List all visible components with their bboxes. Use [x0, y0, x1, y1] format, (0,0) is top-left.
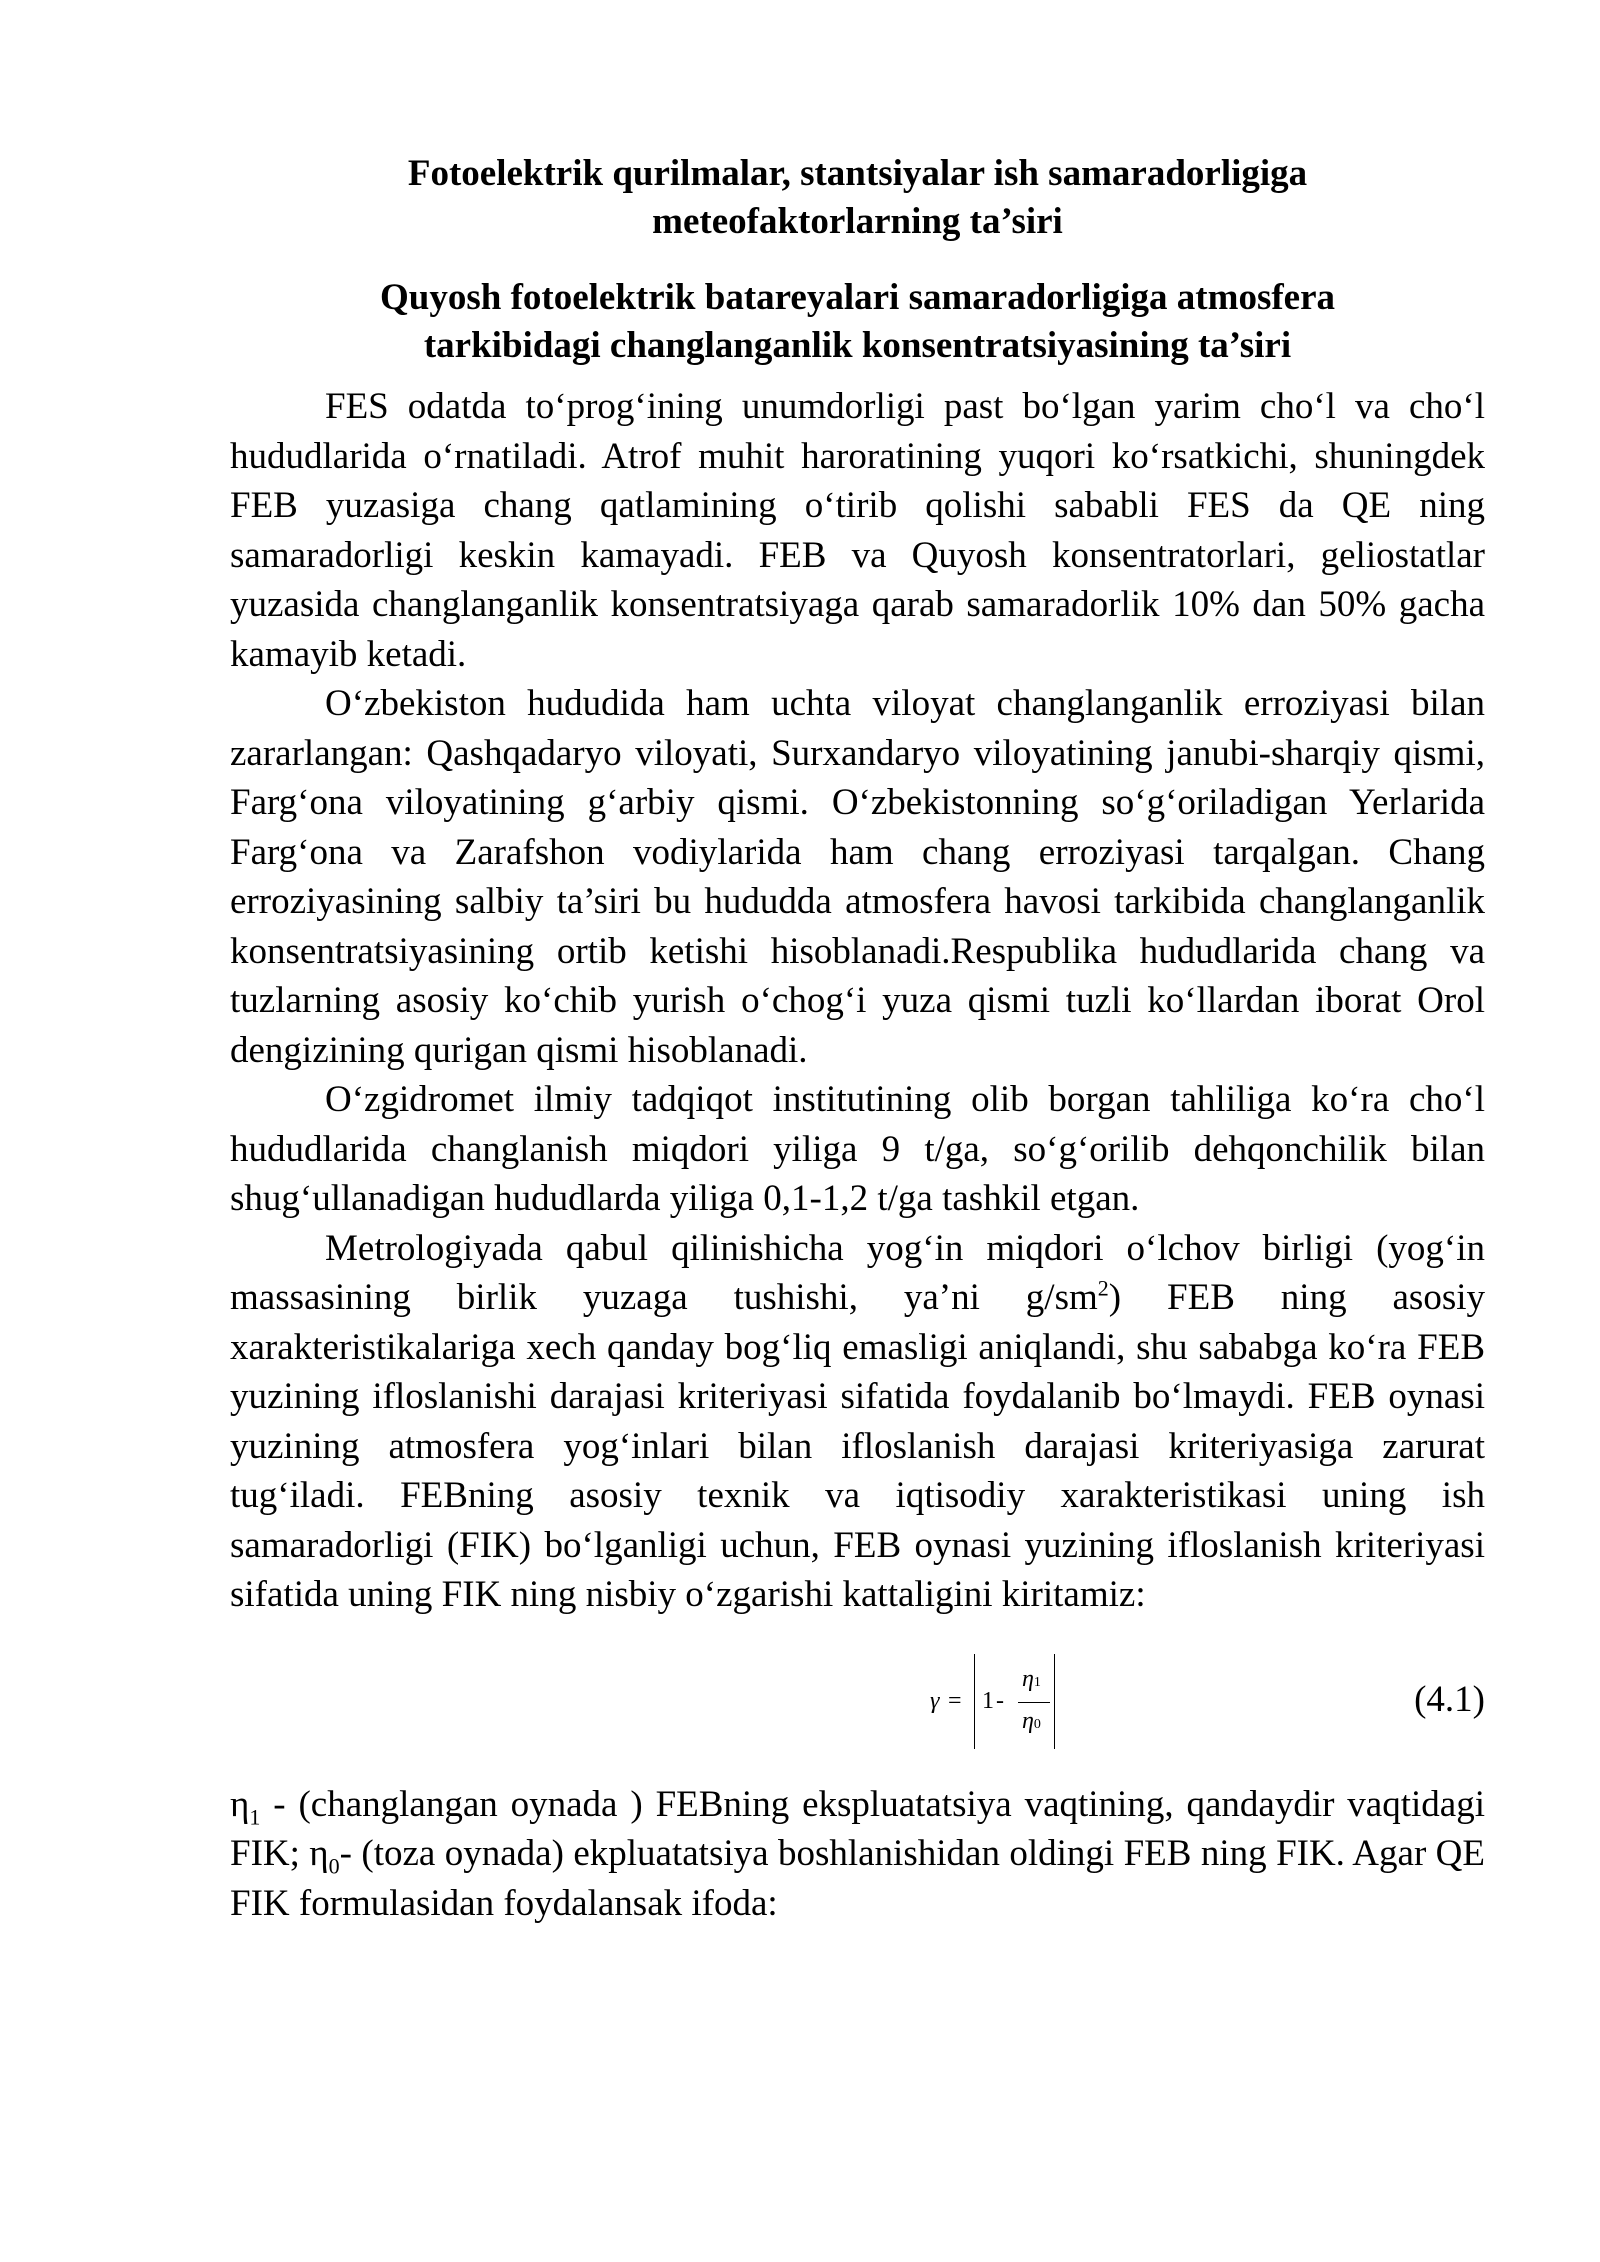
title-line-2: meteofaktorlarning ta’siri [652, 201, 1063, 242]
formula-numerator-sub: 1 [1033, 1674, 1041, 1690]
paragraph-3: O‘zgidromet ilmiy tadqiqot institutining olib borgan tahliliga ko‘ra cho‘l hududlarida changlanish miqdori yiliga 9 t/ga, so‘g‘orilib dehqonchilik bilan shug‘ullanadigan hududlarda yiliga 0,1-1,2 t/ga tashkil etgan. [230, 1079, 1485, 1219]
title-line-1: Fotoelektrik qurilmalar, stantsiyalar ish samaradorligiga [407, 153, 1308, 194]
paragraph-4-text-a: Metrologiyada qabul qilinishicha yog‘in miqdori o‘lchov birligi (yog‘in massasining birlik yuzaga tushishi, ya’ni g/sm [230, 1227, 1485, 1318]
subtitle-line-1: Quyosh fotoelektrik batareyalari samaradorligiga atmosfera [379, 277, 1336, 318]
document-title [230, 150, 1485, 246]
paragraph-4-superscript: 2 [1097, 1275, 1109, 1301]
eta-1-subscript: 1 [249, 1803, 261, 1829]
formula-denominator-symbol: η [1022, 1707, 1034, 1734]
formula-equals: = [948, 1687, 962, 1714]
paragraph-5-text-a: - (changlangan oynada ) FEBning ekspluatatsiya vaqtining, qandaydir vaqtidagi FIK; η [230, 1783, 1485, 1874]
formula-denominator [1022, 1708, 1041, 1735]
paragraph-5 [230, 1780, 1485, 1929]
paragraph-4 [230, 1224, 1485, 1620]
equation-number: (4.1) [1414, 1678, 1485, 1720]
equation-4-1 [230, 1646, 1485, 1756]
eta-0-subscript: 0 [328, 1853, 340, 1879]
section-subtitle [230, 274, 1485, 370]
abs-bar-left [974, 1654, 975, 1749]
formula-denominator-sub: 0 [1033, 1716, 1041, 1732]
formula-numerator-symbol: η [1022, 1665, 1034, 1692]
document-page [230, 150, 1485, 1928]
paragraph-4-text-b: ) FEB ning asosiy xarakteristikalariga xech qanday bog‘liq emasligi aniqlandi, shu sababga ko‘ra FEB yuzining ifloslanishi darajasi kriteriyasi sifatida foydalanib bo‘lmaydi. FEB oynasi yuzining atmosfera yog‘inlari bilan ifloslanish darajasi kriteriyasiga zarurat tug‘iladi. FEBning asosiy texnik va iqtisodiy xarakteristikasi uning ish samaradorligi (FIK) bo‘lganligi uchun, FEB oynasi yuzining ifloslanish kriteriyasi sifatida uning FIK ning nisbiy o‘zgarishi kattaligini kiritamiz: [230, 1277, 1485, 1615]
paragraph-2: O‘zbekiston hududida ham uchta viloyat changlanganlik erroziyasi bilan zararlangan: Qashqadaryo viloyati, Surxandaryo viloyatining janubi-sharqiy qismi, Farg‘ona viloyatining g‘arbiy qismi. O‘zbekistonning so‘g‘oriladigan Yerlarida Farg‘ona va Zarafshon vodiylarida ham chang erroziyasi tarqalgan. Chang erroziyasining salbiy ta’siri bu hududda atmosfera havosi tarkibida changlanganlik konsentratsiyasining ortib ketishi hisoblanadi.Respublika hududlarida chang va tuzlarning asosiy ko‘chib yurish o‘chog‘i yuza qismi tuzli ko‘llardan iborat Orol dengizining qurigan qismi hisoblanadi. [230, 683, 1485, 1071]
formula-one: 1 [982, 1687, 994, 1714]
formula-numerator [1022, 1666, 1041, 1693]
formula-minus: - [996, 1687, 1004, 1714]
paragraph-1: FES odatda to‘prog‘ining unumdorligi past bo‘lgan yarim cho‘l va cho‘l hududlarida o‘rnatiladi. Atrof muhit haroratining yuqori ko‘rsatkichi, shuningdek FEB yuzasiga chang qatlamining o‘tirib qolishi sababli FES da QE ning samaradorligi keskin kamayadi. FEB va Quyosh konsentratorlari, geliostatlar yuzasida changlanganlik konsentratsiyaga qarab samaradorlik 10% dan 50% gacha kamayib ketadi. [230, 386, 1485, 675]
paragraph-5-text-b: - (toza oynada) ekpluatatsiya boshlanishidan oldingi FEB ning FIK. Agar QE FIK formulasidan foydalansak ifoda: [230, 1833, 1486, 1924]
formula-gamma: γ [930, 1687, 940, 1714]
eta-1-symbol: η [230, 1783, 250, 1825]
abs-bar-right [1054, 1654, 1055, 1749]
subtitle-line-2: tarkibidagi changlanganlik konsentratsiyasining ta’siri [423, 325, 1292, 366]
fraction-line [1018, 1702, 1050, 1703]
